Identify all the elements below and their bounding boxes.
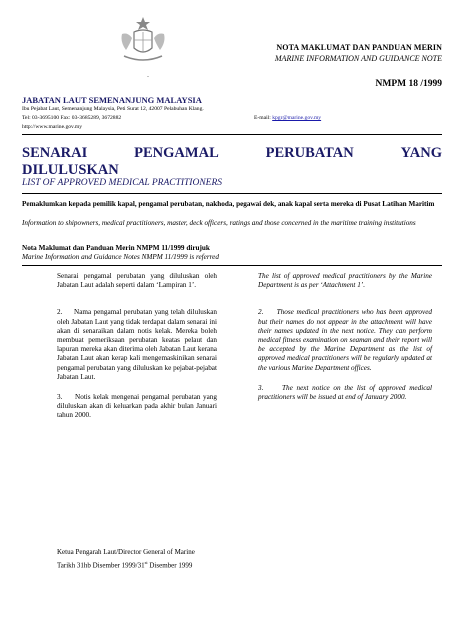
notice-type-title: NOTA MAKLUMAT DAN PANDUAN MERIN [276,43,442,52]
divider [22,134,442,135]
paragraph: 2. Nama pengamal perubatan yang telah diluluskan oleh Jabatan Laut yang tidak terdapat dalam senarai ini akan di senaraikan dalam notis kelak. Mereka boleh membuat pemeriksaan perubatan keatas pelaut dan lapuran mereka akan diterima oleh Jabatan Laut kerana Jabatan Laut akan kerap kali mengemaskinikan senarai pengamal perubatan yang diluluskan ke pejabat-pejabat Jabatan Laut. [57,308,217,381]
paragraph: Senarai pengamal perubatan yang diluluskan oleh Jabatan Laut adalah seperti dalam ‘Lampiran 1’. [57,272,217,290]
addressees-english: Information to shipowners, medical practitioners, master, deck officers, ratings and those concerned in the maritime training institutions [22,219,416,227]
date-suffix: Disember 1999 [147,560,193,569]
title-word: PENGAMAL [134,145,219,161]
department-name: JABATAN LAUT SEMENANJUNG MALAYSIA [22,95,202,105]
paragraph: The list of approved medical practitioners by the Marine Department is as per ‘Attachment 1’. [258,272,432,290]
paragraph: 3. The next notice on the list of approved medical practitioners will be issued at end of January 2000. [258,383,432,402]
document-title [22,145,442,179]
signatory-title: Ketua Pengarah Laut/Director General of Marine [57,548,195,556]
date-ordinal: st [144,559,148,565]
stray-mark: . [147,70,149,79]
title-line-1 [22,145,442,162]
notice-reference-number: NMPM 18 /1999 [375,79,442,89]
document-title-english: LIST OF APPROVED MEDICAL PRACTITIONERS [22,178,223,188]
reference-note-english: Marine Information and Guidance Notes NMPM 11/1999 is referred [22,253,219,261]
email-link[interactable]: kpgr@marine.gov.my [272,115,322,121]
issue-date [57,558,195,571]
date-prefix: Tarikh 31hb Disember 1999/31 [57,560,145,569]
email-block [254,115,321,121]
addressees-malay: Pemaklumkan kepada pemilik kapal, pengamal perubatan, nakhoda, pegawai dek, anak kapal serta mereka di Pusat Latihan Maritim [22,200,435,208]
body-column-english [258,272,432,402]
tel-fax: Tel: 03-3695100 Fax: 03-3685289, 3672882 [22,115,122,121]
contact-line [22,115,322,121]
paragraph: 2. Those medical practitioners who has been approved but their names do not appear in the attachment will have their names updated in the next notice. They can perform medical fitness examination on seaman and their report will be accepted by the Marine Department as the list of approved medical practitioners will be regularly updated at the various Marine Department offices. [258,308,432,372]
department-address: Ibu Pejabat Laut, Semenanjung Malaysia, Peti Surat 12, 42007 Pelabuhan Klang. [22,106,204,112]
title-word: YANG [400,145,442,161]
divider [22,265,442,266]
email-label: E-mail: [254,115,271,121]
reference-note-malay: Nota Maklumat dan Panduan Merin NMPM 11/1999 dirujuk [22,244,210,252]
divider [22,193,442,194]
signature-block [57,548,195,570]
body-column-malay [57,272,217,421]
title-line-2: DILULUSKAN [22,162,119,178]
title-word: PERUBATAN [265,145,354,161]
website-link[interactable]: http://www.marine.gov.my [22,124,83,130]
paragraph: 3. Notis kelak mengenai pengamal perubatan yang diluluskan akan di keluarkan pada akhir bulan Januari tahun 2000. [57,393,217,420]
title-word: SENARAI [22,145,88,161]
notice-type-subtitle: MARINE INFORMATION AND GUIDANCE NOTE [274,54,442,63]
coat-of-arms-logo [112,14,174,66]
